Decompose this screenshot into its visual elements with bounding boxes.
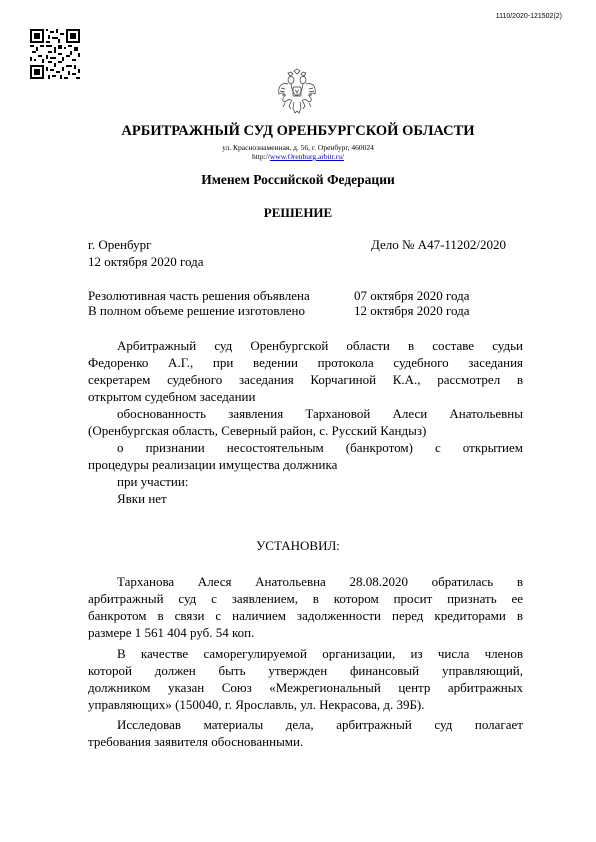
city: г. Оренбург [88,237,152,252]
intro-line: Явки нет [117,491,167,506]
paragraph-line: требования заявителя обоснованными. [88,734,304,749]
court-website [0,152,596,161]
intro-line: секретарем судебного заседания Корчагиной К.А., рассмотрел в [88,372,523,387]
paragraph-line: размере 1 561 404 руб. 54 коп. [88,625,255,640]
established-heading: УСТАНОВИЛ: [256,538,340,553]
decision-title: РЕШЕНИЕ [263,205,333,220]
paragraph-line: банкротом в связи с наличием задолженности перед кредиторами в [88,608,523,623]
intro-line: при участии: [117,474,189,489]
established-paragraph-1 [88,573,523,641]
full-decision-label: В полном объеме решение изготовлено [88,303,306,318]
paragraph-line: управляющих» (150040, г. Ярославль, ул. Некрасова, д. 39Б). [88,697,425,712]
intro-line: процедуры реализации имущества должника [88,457,338,472]
intro-line: Федоренко А.Г., при ведении протокола судебного заседания [88,355,523,370]
paragraph-line: Тарханова Алеся Анатольевна 28.08.2020 обратилась в [117,574,523,589]
intro-paragraph [88,337,523,507]
case-number: Дело № А47-11202/2020 [371,237,507,252]
intro-line: о признании несостоятельным (банкротом) с открытием [117,440,523,455]
paragraph-line: должником указан Союз «Межрегиональный центр арбитражных [88,680,523,695]
court-title: АРБИТРАЖНЫЙ СУД ОРЕНБУРГСКОЙ ОБЛАСТИ [121,123,475,139]
decision-date: 12 октября 2020 года [88,254,204,269]
paragraph-line: которой должен быть утвержден финансовый управляющий, [88,663,523,678]
url-prefix: http:// [251,152,270,161]
resolution-date: 07 октября 2020 года [354,288,470,303]
established-paragraph-2 [88,645,523,713]
court-address [0,143,596,161]
intro-line: (Оренбургская область, Северный район, с. Русский Кандыз) [88,423,427,438]
qr-code-icon [30,29,80,79]
court-website-link[interactable]: www.Orenburg.arbitr.ru/ [269,152,345,161]
intro-line: обоснованность заявления Тархановой Алеси Анатольевны [117,406,523,421]
paragraph-line: В качестве саморегулируемой организации, из числа членов [117,646,523,661]
document-id: 1110/2020-121502(2) [495,13,562,20]
coat-of-arms-icon [276,68,318,116]
name-of-federation-heading: Именем Российской Федерации [201,172,395,187]
resolution-label: Резолютивная часть решения объявлена [88,288,310,303]
intro-line: открытом судебном заседании [88,389,256,404]
paragraph-line: арбитражный суд с заявлением, в котором просит признать ее [88,591,523,606]
paragraph-line: Исследовав материалы дела, арбитражный суд полагает [117,717,523,732]
established-paragraph-3 [88,716,523,750]
full-decision-date: 12 октября 2020 года [354,303,470,318]
court-address-line: ул. Краснознаменная, д. 56, г. Оренбург, 460024 [222,143,374,152]
intro-line: Арбитражный суд Оренбургской области в составе судьи [117,338,523,353]
